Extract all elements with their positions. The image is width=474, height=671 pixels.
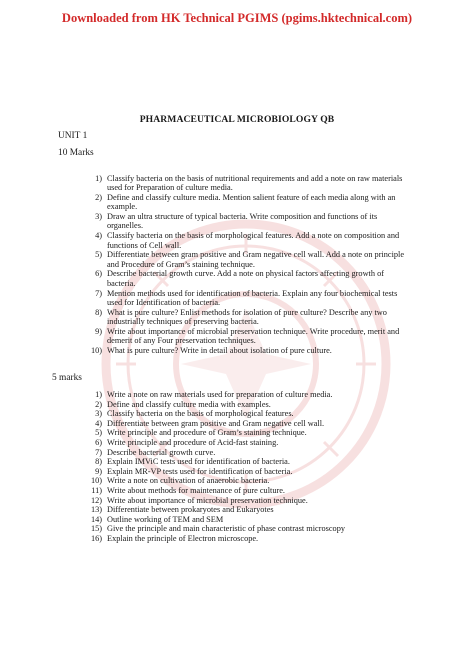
question-number: 13)	[90, 505, 102, 515]
question-text: Describe bacterial growth curve. Add a note on physical factors affecting growth of bacteria.	[107, 269, 385, 288]
question-text: What is pure culture? Enlist methods for isolation of pure culture? Describe any two industrially techniques of preserving bacteria.	[107, 307, 387, 326]
question-list-5-marks	[84, 390, 410, 544]
list-item	[84, 524, 410, 534]
question-number: 10)	[90, 345, 102, 355]
question-number: 3)	[95, 212, 102, 222]
list-item	[84, 327, 410, 346]
list-item	[84, 212, 410, 231]
question-text: Define and classify culture media with examples.	[107, 399, 271, 409]
question-number: 7)	[95, 447, 102, 457]
list-item	[84, 467, 410, 477]
list-item	[84, 457, 410, 467]
question-number: 4)	[95, 231, 102, 241]
list-item	[84, 346, 410, 355]
question-number: 3)	[95, 409, 102, 419]
question-text: Write a note on raw materials used for preparation of culture media.	[107, 390, 333, 399]
question-text: Differentiate between gram positive and Gram negative cell wall.	[107, 418, 325, 428]
question-text: Outline working of TEM and SEM	[107, 514, 224, 524]
list-item	[84, 515, 410, 525]
question-number: 9)	[95, 466, 102, 476]
question-text: Write about importance of microbial preservation technique.	[107, 495, 308, 505]
question-text: Draw an ultra structure of typical bacteria. Write composition and functions of its organelles.	[107, 212, 378, 231]
question-text: Define and classify culture media. Mention salient feature of each media along with an example.	[107, 193, 396, 212]
question-text: Explain IMViC tests used for identification of bacteria.	[107, 457, 290, 467]
question-number: 8)	[95, 457, 102, 467]
question-text: Write principle and procedure of Acid-fast staining.	[107, 437, 279, 447]
question-text: Differentiate between prokaryotes and Eukaryotes	[107, 505, 274, 515]
question-text: Explain MR-VP tests used for identification of bacteria.	[107, 466, 293, 476]
question-number: 8)	[95, 307, 102, 317]
list-item	[84, 419, 410, 429]
question-number: 11)	[91, 485, 102, 495]
unit-heading: UNIT 1	[58, 131, 88, 141]
list-item	[84, 505, 410, 515]
list-item	[84, 269, 410, 288]
question-text: Write principle and procedure of Gram’s staining technique.	[107, 428, 307, 438]
question-text: Write a note on cultivation of anaerobic bacteria.	[107, 476, 270, 486]
question-text: Classify bacteria on the basis of morphological features. Add a note on composition and functions of Cell wall.	[107, 231, 400, 250]
list-item	[84, 486, 410, 496]
question-number: 5)	[95, 250, 102, 260]
question-number: 4)	[95, 418, 102, 428]
list-item	[84, 438, 410, 448]
list-item	[84, 496, 410, 506]
question-number: 12)	[90, 495, 102, 505]
list-item	[84, 428, 410, 438]
download-banner: Downloaded from HK Technical PGIMS (pgims.hktechnical.com)	[61, 11, 413, 25]
list-item	[84, 400, 410, 410]
list-item	[84, 308, 410, 327]
list-item	[84, 289, 410, 308]
question-text: What is pure culture? Write in detail about isolation of pure culture.	[107, 345, 332, 355]
question-text: Give the principle and main characteristic of phase contrast microscopy	[107, 524, 345, 534]
list-item	[84, 448, 410, 458]
section-heading-10-marks: 10 Marks	[58, 148, 94, 158]
question-text: Mention methods used for identification of bacteria. Explain any four biochemical tests used for Identification of bacteria.	[107, 288, 398, 307]
question-number: 1)	[95, 390, 102, 399]
question-number: 16)	[90, 533, 102, 543]
question-number: 6)	[95, 269, 102, 279]
list-item	[84, 390, 410, 400]
list-item	[84, 250, 410, 269]
question-text: Write about methods for maintenance of pure culture.	[107, 485, 285, 495]
question-text: Write about importance of microbial preservation technique. Write procedure, merit and demerit of any Four preservation techniques.	[107, 326, 400, 346]
question-text: Differentiate between gram positive and Gram negative cell wall. Add a note on principle and Procedure of Gram’s staining technique.	[107, 250, 405, 269]
question-number: 14)	[90, 514, 102, 524]
question-text: Classify bacteria on the basis of morphological features.	[107, 409, 294, 419]
list-item	[84, 534, 410, 544]
question-text: Explain the principle of Electron microscope.	[107, 533, 259, 543]
question-number: 6)	[95, 437, 102, 447]
question-text: Classify bacteria on the basis of nutritional requirements and add a note on raw materials used for Preparation of culture media.	[107, 174, 403, 193]
question-number: 7)	[95, 288, 102, 298]
list-item	[84, 231, 410, 250]
page-title: PHARMACEUTICAL MICROBIOLOGY QB	[139, 114, 335, 125]
question-number: 2)	[95, 193, 102, 203]
question-number: 2)	[95, 399, 102, 409]
question-number: 15)	[90, 524, 102, 534]
question-number: 9)	[95, 326, 102, 336]
list-item	[84, 174, 410, 193]
question-number: 10)	[90, 476, 102, 486]
question-number: 5)	[95, 428, 102, 438]
list-item	[84, 476, 410, 486]
question-text: Describe bacterial growth curve.	[107, 447, 216, 457]
question-list-10-marks	[84, 174, 410, 356]
question-number: 1)	[95, 174, 102, 183]
list-item	[84, 193, 410, 212]
list-item	[84, 409, 410, 419]
section-heading-5-marks: 5 marks	[52, 373, 82, 383]
